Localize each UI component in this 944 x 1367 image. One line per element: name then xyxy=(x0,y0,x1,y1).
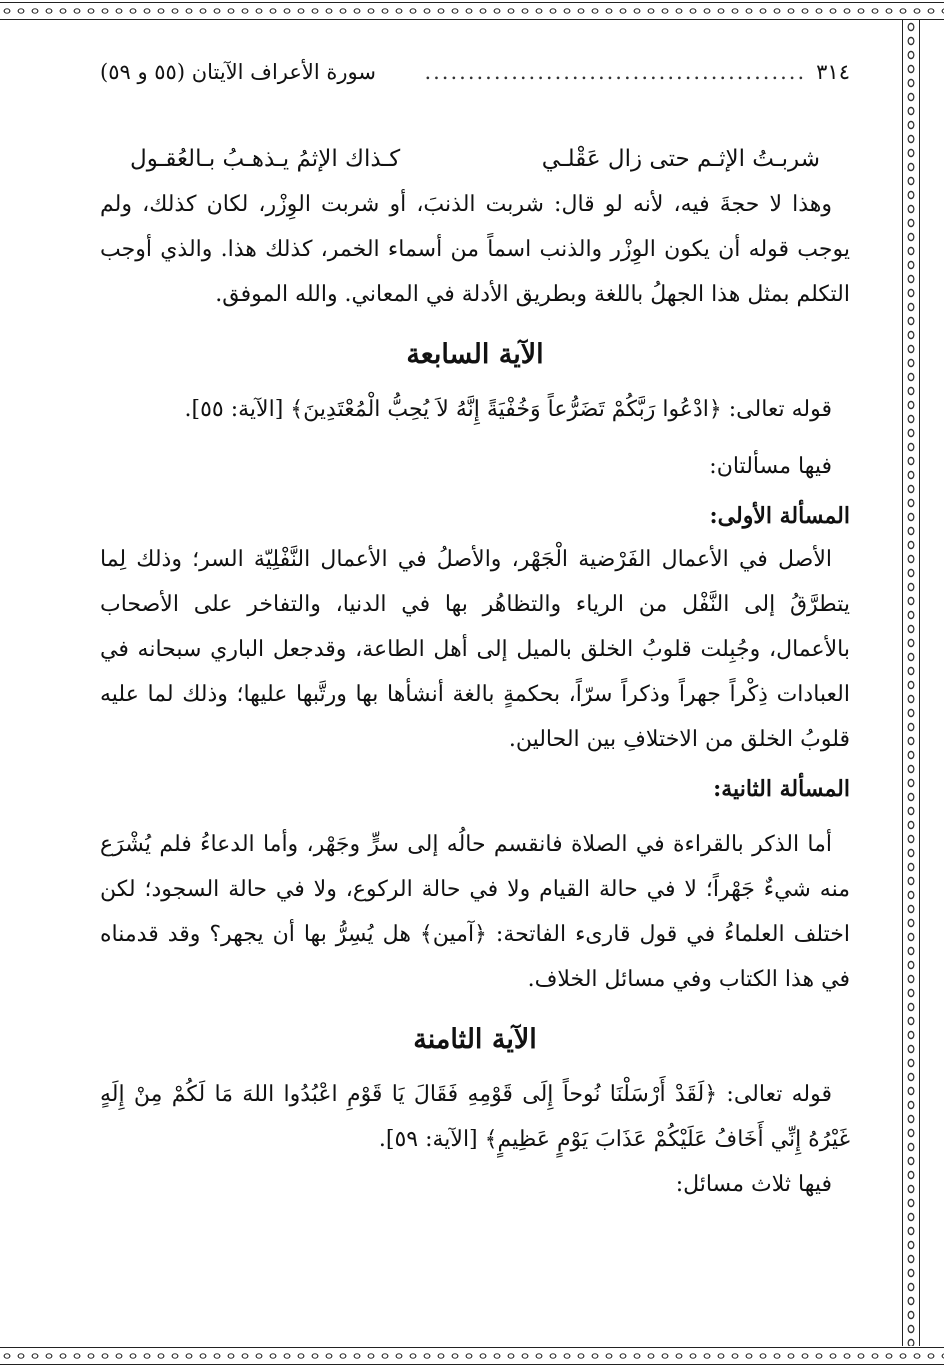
heading-seventh-ayah: الآية السابعة xyxy=(406,339,544,370)
poem-hemistich-right: شربـتُ الإثـم حتى زال عَقْلـي xyxy=(541,146,820,172)
paragraph-commentary: وهذا لا حجةَ فيه، لأنه لو قال: شربت الذنبَ، أو شربت الوِزْر، لكان كذلك، ولم يوجب قوله أن يكون الوِزْر والذنب اسماً من أسماء الخمر، كذلك هذا. والذي أوجب التكلم بمثل هذا الجهلُ باللغة وبطريق الأدلة في المعاني. والله الموفق. xyxy=(100,192,850,307)
heading-eighth-ayah: الآية الثامنة xyxy=(413,1024,537,1055)
page-number: ٣١٤ xyxy=(816,60,850,84)
issue-one-text: الأصل في الأعمال الفَرْضية الْجَهْر، والأصلُ في الأعمال النَّفْلِيّة السر؛ وذلك لِما يتطرَّقُ إلى النَّفْل من الرياء والتظاهُر بها في الدنيا، والتفاخر على الأصحاب بالأعمال، وجُبِلت قلوبُ الخلق بالميل إلى أهل الطاعة، وقدجعل الباري سبحانه في العبادات ذِكْراً جهراً وذكراً سرّاً، بحكمةٍ بالغة أنشأها بها ورتَّبها عليها؛ وذلك لما عليه قلوبُ الخلق من الاختلافِ بين الحالين. xyxy=(100,547,850,752)
issue-two-title: المسألة الثانية: xyxy=(713,776,850,802)
ornamental-border-top xyxy=(0,2,944,20)
running-header xyxy=(100,60,850,94)
page-content xyxy=(100,60,850,1207)
ayah-eighth: قوله تعالى: ﴿لَقَدْ أَرْسَلْنَا نُوحاً إِلَى قَوْمِهِ فَقَالَ يَا قَوْمِ اعْبُدُوا اللهَ مَا لَكُمْ مِنْ إِلَهٍ غَيْرُهُ إِنِّي أَخَافُ عَلَيْكُمْ عَذَابَ يَوْمٍ عَظِيمٍ﴾ [الآية: ٥٩]. xyxy=(100,1082,850,1152)
ornamental-border-bottom xyxy=(0,1347,944,1365)
running-title: سورة الأعراف الآيتان (٥٥ و ٥٩) xyxy=(100,60,376,84)
poem-verse xyxy=(100,136,850,182)
issue-one-title: المسألة الأولى: xyxy=(709,503,850,529)
ornamental-border-right xyxy=(902,20,920,1346)
three-issues-intro: فيها ثلاث مسائل: xyxy=(675,1172,832,1197)
ayah-seventh: قوله تعالى: ﴿ادْعُوا رَبَّكُمْ تَضَرُّعاً وَخُفْيَةً إِنَّهُ لاَ يُحِبُّ الْمُعْتَدِينَ﴾ [الآية: ٥٥]. xyxy=(184,397,832,422)
poem-hemistich-left: كـذاك الإثمُ يـذهـبُ بـالعُقـول xyxy=(130,146,401,172)
leader-dots: ............................................ xyxy=(424,60,807,84)
issue-two-text: أما الذكر بالقراءة في الصلاة فانقسم حالُه إلى سرٍّ وجَهْر، وأما الدعاءُ فلم يُشْرَع منه شيءٌ جَهْراً؛ لا في حالة القيام ولا في حالة الركوع، ولا في حالة السجود؛ لكن اختلف العلماءُ في قول قارىء الفاتحة: ﴿آمين﴾ هل يُسِرُّ بها أن يجهر؟ وقد قدمناه في هذا الكتاب وفي مسائل الخلاف. xyxy=(100,832,850,992)
two-issues-intro: فيها مسألتان: xyxy=(709,454,832,479)
